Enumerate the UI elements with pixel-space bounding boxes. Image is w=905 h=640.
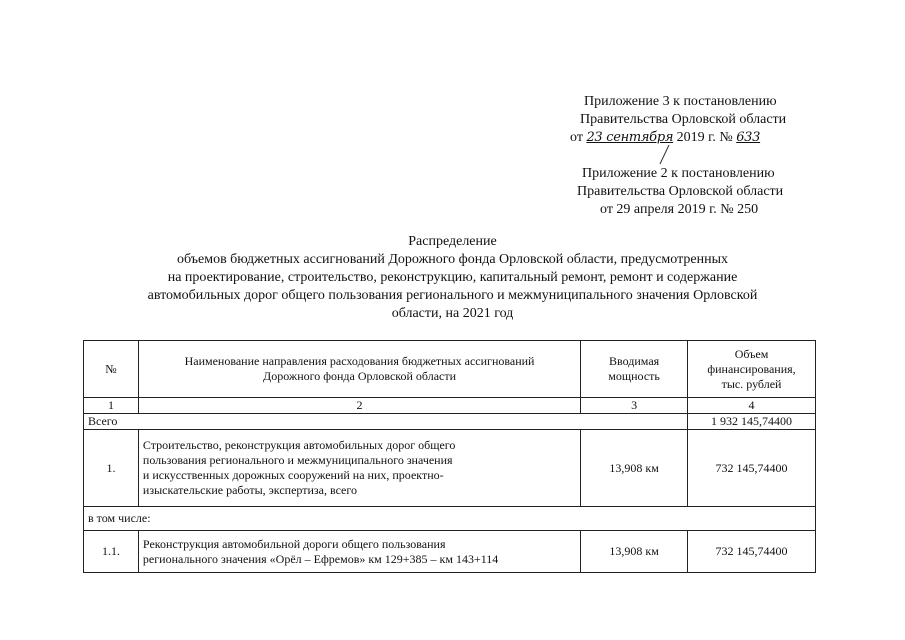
doc-subtitle-line2: объемов бюджетных ассигнований Дорожного фонда Орловской области, предусмотренных [176, 252, 729, 267]
header-capacity [581, 341, 688, 398]
total-label: Всего [84, 414, 688, 430]
pen-stroke-mark [655, 144, 675, 166]
handwritten-number: 633 [736, 130, 761, 145]
row1-capacity: 13,908 км [581, 430, 688, 507]
colnum-1: 1 [84, 398, 139, 414]
row1-name-l4: изыскательские работы, экспертиза, всего [142, 483, 357, 497]
annex2-line2: Правительства Орловской области [577, 184, 784, 199]
colnum-4: 4 [688, 398, 816, 414]
doc-title: Распределение [408, 234, 497, 249]
row1-name [138, 430, 580, 507]
row11-name-l1: Реконструкция автомобильной дороги общего пользования [142, 536, 446, 551]
including-row [84, 507, 816, 531]
row1-name-l2: пользования регионального и межмуниципального значения [142, 453, 453, 467]
doc-subtitle-line5: области, на 2021 год [391, 306, 514, 321]
row1-value: 732 145,74400 [688, 430, 816, 507]
row1-num: 1. [84, 430, 139, 507]
header-volume-l2: тыс. рублей [721, 376, 782, 391]
row1-name-l1: Строительство, реконструкция автомобильных дорог общего [142, 438, 456, 452]
colnum-2: 2 [138, 398, 580, 414]
header-volume [688, 341, 816, 398]
table-row-1 [84, 430, 816, 507]
doc-subtitle-line4: автомобильных дорог общего пользования регионального и межмуниципального значения Орловской [147, 288, 758, 303]
allocation-table [83, 340, 816, 573]
annex3-year: 2019 г. № [676, 130, 733, 145]
header-name [138, 341, 580, 398]
row11-capacity: 13,908 км [581, 531, 688, 573]
header-name-l1: Наименование направления расходования бюджетных ассигнований [184, 354, 535, 368]
annex3-line1: Приложение 3 к постановлению [584, 94, 777, 109]
total-value: 1 932 145,74400 [688, 414, 816, 430]
header-row [84, 341, 816, 398]
annex3-line2: Правительства Орловской области [580, 112, 787, 127]
total-row [84, 414, 816, 430]
table-row-1-1 [84, 531, 816, 573]
row1-name-l3: и искусственных дорожных сооружений на них, проектно- [142, 468, 444, 482]
header-num: № [84, 341, 139, 398]
header-volume-l1: Объем финансирования, [707, 346, 796, 376]
row11-name-l2: регионального значения «Орёл – Ефремов» км 129+385 – км 143+114 [142, 551, 499, 566]
including-label: в том числе: [84, 507, 816, 531]
row11-value: 732 145,74400 [688, 531, 816, 573]
header-name-l2: Дорожного фонда Орловской области [263, 369, 457, 383]
annex2-line1: Приложение 2 к постановлению [582, 166, 775, 181]
row11-name [138, 531, 580, 573]
header-capacity-l2: мощность [608, 369, 660, 383]
colnum-3: 3 [581, 398, 688, 414]
handwritten-date: 23 сентября [586, 130, 674, 145]
row11-num: 1.1. [84, 531, 139, 573]
annex2-line3: от 29 апреля 2019 г. № 250 [600, 202, 759, 217]
doc-subtitle-line3: на проектирование, строительство, реконструкцию, капитальный ремонт, ремонт и содержание [167, 270, 738, 285]
annex3-from: от [570, 130, 583, 145]
header-capacity-l1: Вводимая [609, 354, 660, 368]
column-number-row [84, 398, 816, 414]
